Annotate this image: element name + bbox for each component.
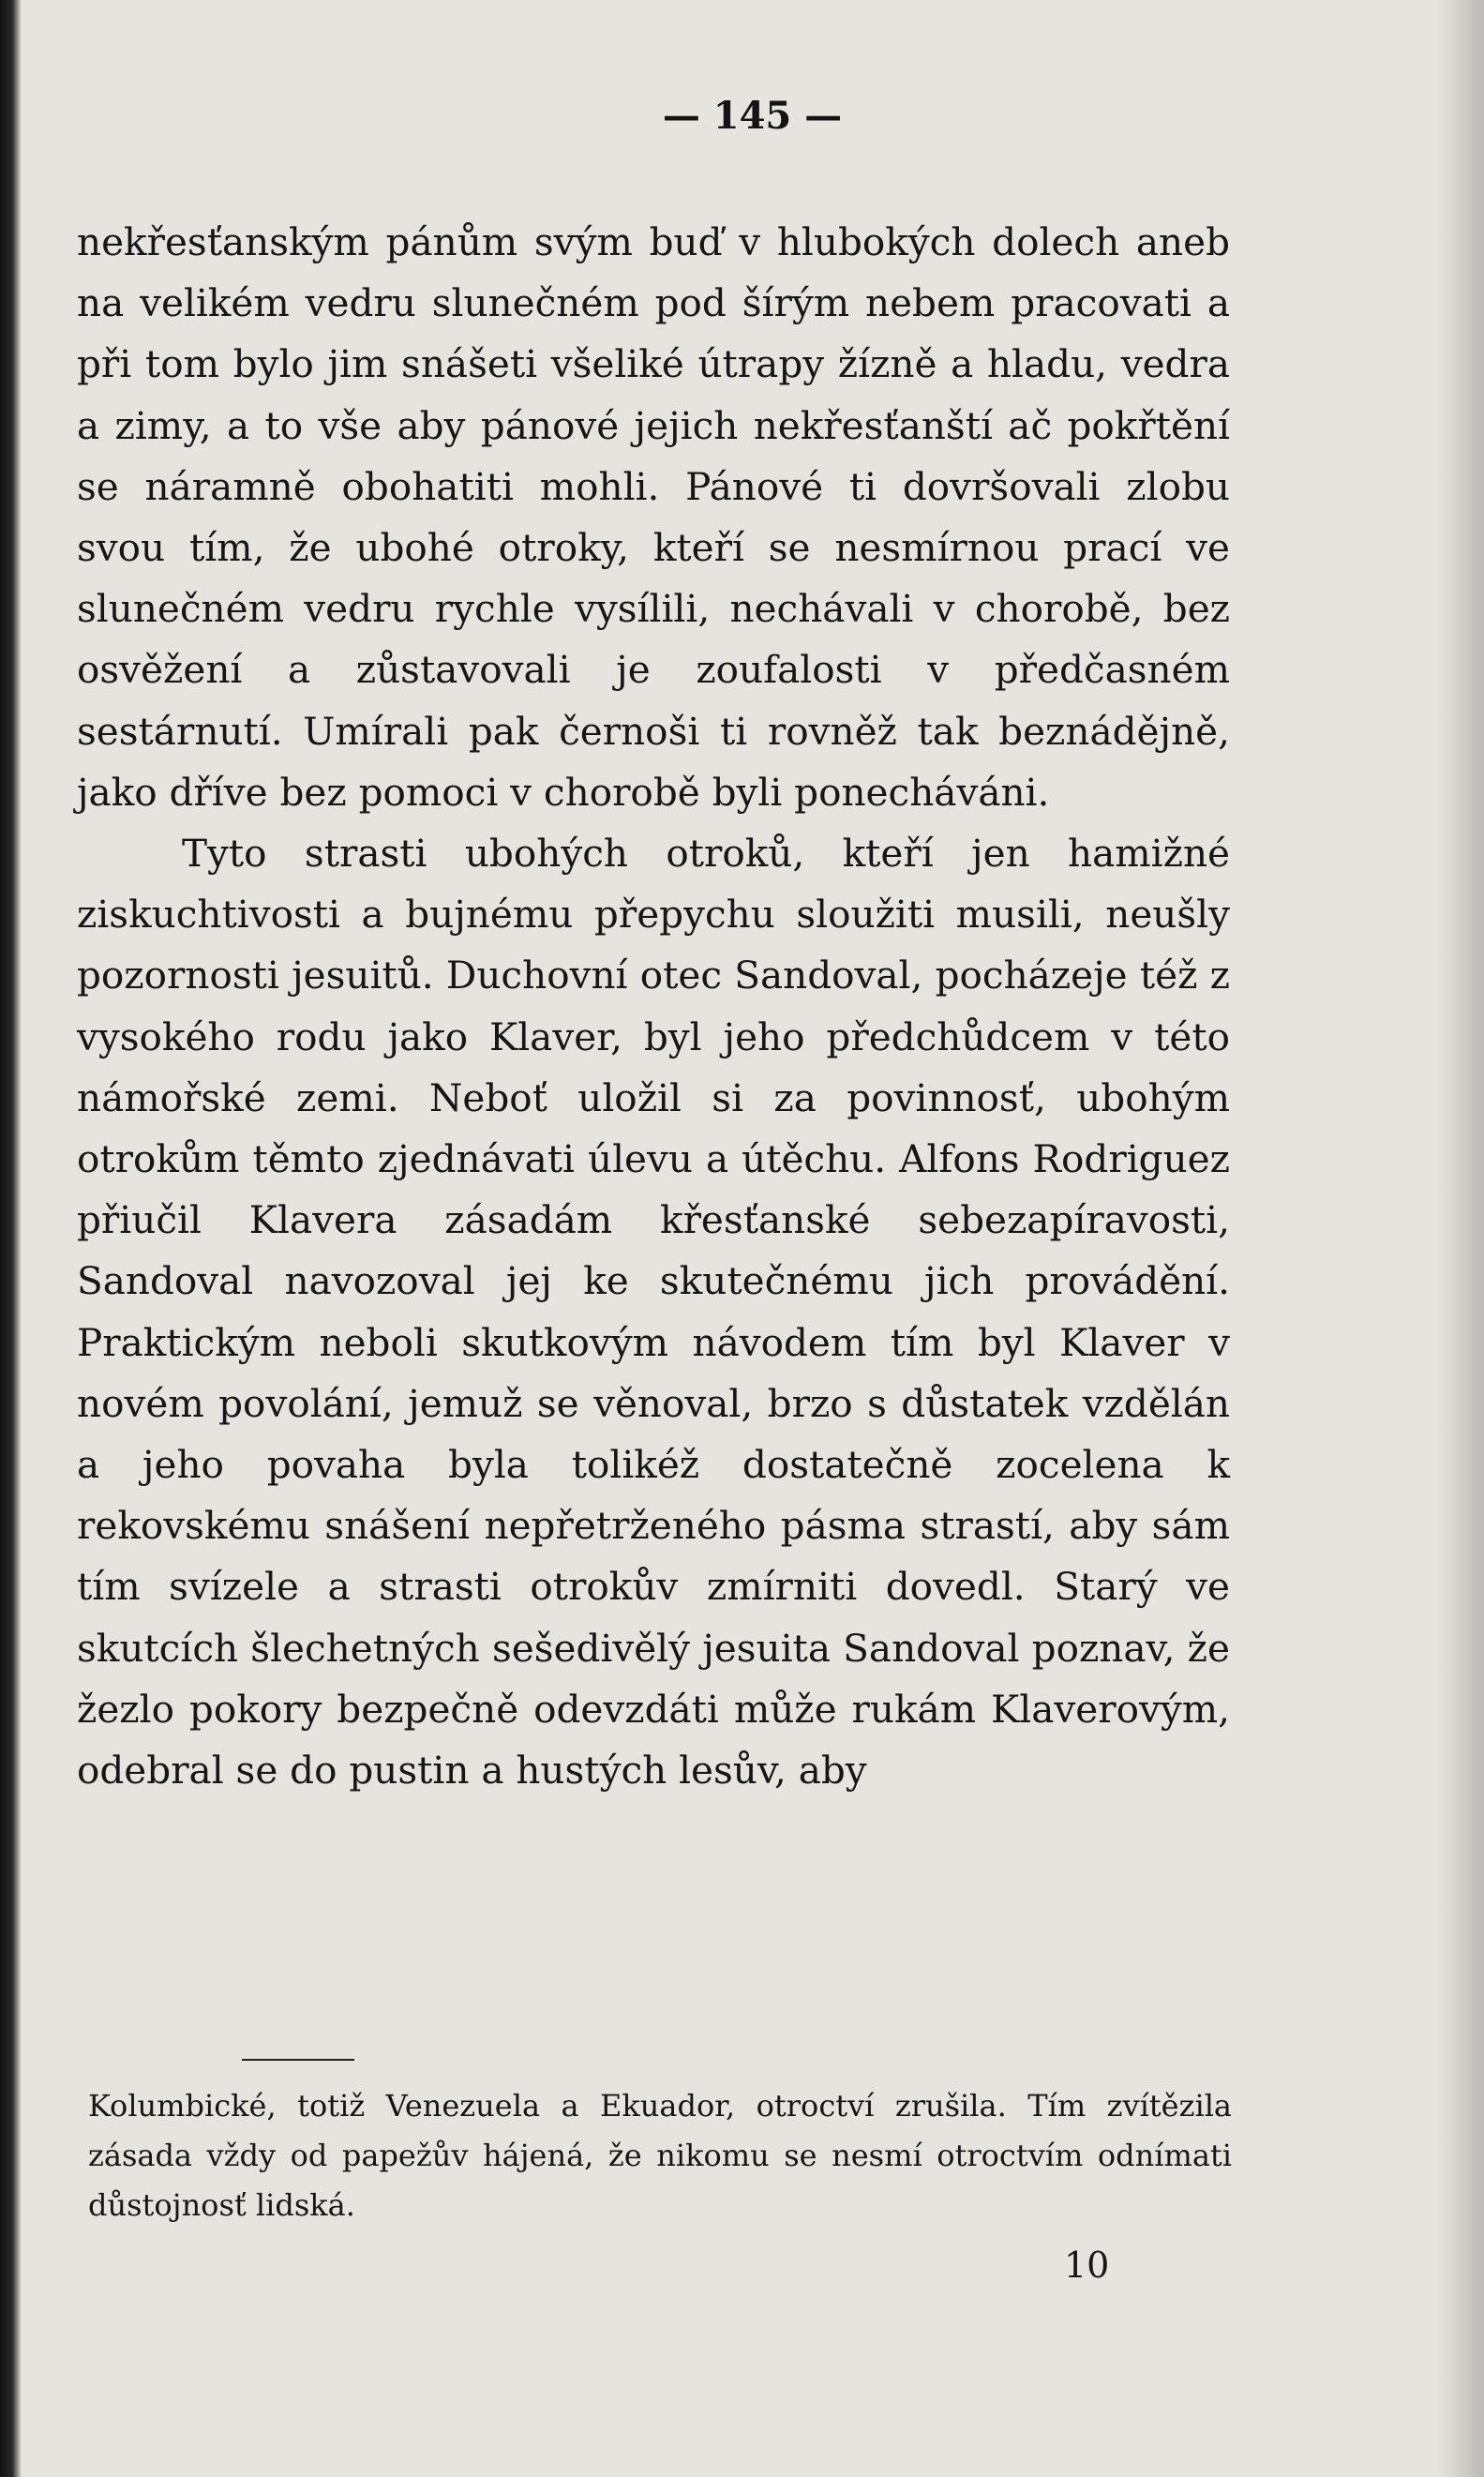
page-edge-shadow [1437,0,1484,2477]
paragraph-2: Tyto strasti ubohých otroků, kteří jen hamižné ziskuchtivosti a bujnému přepychu sloužiti musili, neušly pozornosti jesuitů. Duchovní otec Sandoval, pocházeje též z vysokého rodu jako Klaver, byl jeho předchůdcem v této námořské zemi. Neboť uložil si za povinnosť, ubohým otrokům těmto zjednávati úlevu a útěchu. Alfons Rodriguez přiučil Klavera zásadám křesťanské sebezapíravosti, Sandoval navozoval jej ke skutečnému jich provádění. Praktickým neboli skutkovým návodem tím byl Klaver v novém povolání, jemuž se věnoval, brzo s důstatek vzdělán a jeho povaha byla tolikéž dostatečně zocelena k rekovskému snášení nepřetrženého pásma strastí, aby sám tím svízele a strasti otrokův zmírniti dovedl. Starý ve skutcích šlechetných sešedivělý jesuita Sandoval poznav, že žezlo pokory bezpečně odevzdáti může rukám Klaverovým, odebral se do pustin a hustých lesův, aby [77,831,1230,1794]
footnote-text: Kolumbické, totiž Venezuela a Ekuador, otroctví zrušila. Tím zvítězila zásada vždy od papežův hájená, že nikomu se nesmí otroctvím odnímati důstojnosť lidská. [88,2088,1232,2223]
signature-mark: 10 [1064,2244,1110,2286]
page-number: — 145 — [662,94,843,138]
book-spine [0,0,21,2477]
footnote-rule [242,2059,354,2061]
main-text [77,212,1230,1801]
paragraph-1: nekřesťanským pánům svým buď v hlubokých dolech aneb na velikém vedru slunečném pod šírým nebem pracovati a při tom bylo jim snášeti všeliké útrapy žízně a hladu, vedra a zimy, a to vše aby pánové jejich nekřesťanští ač pokřtění se náramně obohatiti mohli. Pánové ti dovršovali zlobu svou tím, že ubohé otroky, kteří se nesmírnou prací ve slunečném vedru rychle vysílili, nechávali v chorobě, bez osvěžení a zůstavovali je zoufalosti v předčasném sestárnutí. Umírali pak černoši ti rovněž tak beznádějně, jako dříve bez pomoci v chorobě byli ponecháváni. [77,219,1230,815]
footnote [88,2081,1232,2230]
